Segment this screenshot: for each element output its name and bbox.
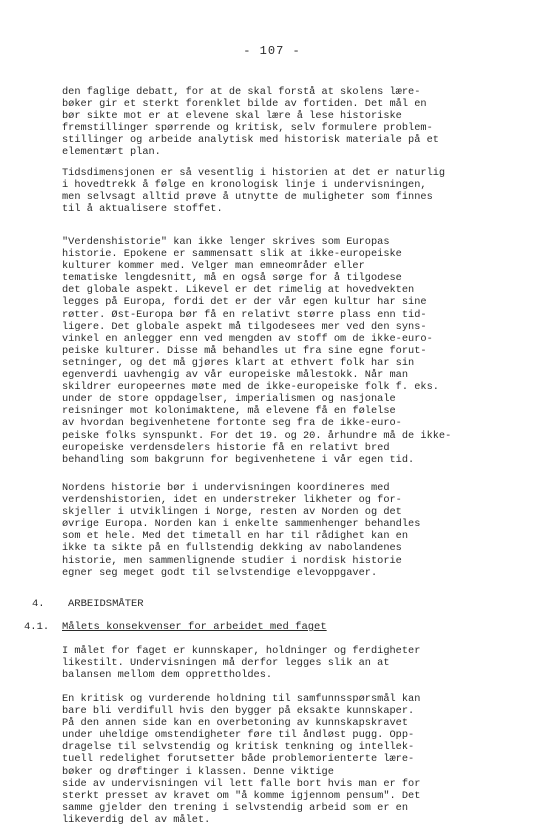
text-line: På den annen side kan en overbetoning av kunnskapskravet xyxy=(62,717,409,730)
text-line: sterkt presset av kravet om "å komme igjennom pensum". Det xyxy=(62,789,421,802)
text-line: Tidsdimensjonen er så vesentlig i historien at det er naturlig xyxy=(62,167,446,179)
text-line: Nordens historie bør i undervisningen koordineres med xyxy=(62,482,390,494)
subsection-number: 4.1. xyxy=(24,621,50,633)
paragraph-1 xyxy=(62,86,522,159)
text-line: egner seg meget godt til selvstendige elevoppgaver. xyxy=(62,566,378,579)
text-line: elementært plan. xyxy=(62,146,161,159)
text-line: kulturer kommer med. Velger man emneområder eller xyxy=(62,260,365,273)
text-line: bøker gir et sterkt forenklet bilde av fortiden. Det mål en xyxy=(62,98,427,111)
text-line: reisninger mot kolonimaktene, må elevene få en følelse xyxy=(62,405,396,418)
text-line: det globale aspekt. Likevel er det rimelig at hovedvekten xyxy=(62,284,415,297)
text-line: balansen mellom dem opprettholdes. xyxy=(62,669,273,682)
text-line: europeiske verdensdelers historie få en relativt bred xyxy=(62,441,390,454)
paragraph-2 xyxy=(62,167,522,215)
text-line: behandling som bakgrunn for begivenhetene i vår egen tid. xyxy=(62,453,415,466)
text-line: likeverdig del av målet. xyxy=(62,813,211,826)
text-line: skjeller i utviklingen i Norge, resten av Norden og det xyxy=(62,506,402,519)
page-number: - 107 - xyxy=(243,44,301,58)
text-line: tematiske lengdesnitt, må en også sørge for å tilgodese xyxy=(62,272,402,285)
text-line: bøker og drøftinger i klassen. Denne viktige xyxy=(62,765,334,778)
text-line: peiske folks synspunkt. For det 19. og 20. århundre må de ikke- xyxy=(62,429,452,442)
text-line: setninger, og det må gjøres klart at ethvert folk har sin xyxy=(62,356,415,369)
text-line: likestilt. Undervisningen må derfor legges slik an at xyxy=(62,657,390,670)
text-line: til å aktualisere stoffet. xyxy=(62,203,223,216)
text-line: bør sikte mot er at elevene skal lære å lese historiske xyxy=(62,110,402,123)
text-line: stillinger og arbeide analytisk med historisk materiale på et xyxy=(62,134,439,147)
text-line: fremstillinger spørrende og kritisk, selv formulere problem- xyxy=(62,122,433,135)
text-line: "Verdenshistorie" kan ikke lenger skrives som Europas xyxy=(62,236,390,248)
section-title: ARBEIDSMÅTER xyxy=(68,598,144,610)
text-line: dragelse til selvstendig og kritisk tenkning og intellek- xyxy=(62,741,415,754)
text-line: egenverdi uavhengig av vår europeiske målestokk. Når man xyxy=(62,369,409,382)
paragraph-4 xyxy=(62,482,522,579)
text-line: ligere. Det globale aspekt må tilgodesees mer ved den syns- xyxy=(62,320,427,333)
text-line: i hovedtrekk å følge en kronologisk linje i undervisningen, xyxy=(62,179,427,192)
text-line: peiske kulturer. Disse må behandles ut fra sine egne forut- xyxy=(62,344,427,357)
text-line: under de store oppdagelser, imperialismen og nasjonale xyxy=(62,393,396,406)
paragraph-5 xyxy=(62,645,522,681)
text-line: En kritisk og vurderende holdning til samfunnsspørsmål kan xyxy=(62,693,421,705)
subsection-title: Målets konsekvenser for arbeidet med faget xyxy=(62,621,327,633)
paragraph-3 xyxy=(62,236,522,466)
text-line: bare bli verdifull hvis den bygger på eksakte kunnskaper. xyxy=(62,705,415,718)
text-line: verdenshistorien, idet en understreker likheter og for- xyxy=(62,494,402,507)
text-line: historie, men sammenlignende studier i nordisk historie xyxy=(62,554,402,567)
text-line: den faglige debatt, for at de skal forstå at skolens lære- xyxy=(62,86,421,98)
text-line: røtter. Øst-Europa bør få en relativt større plass enn tid- xyxy=(62,308,427,321)
text-line: av hvordan begivenhetene fortonte seg fra de ikke-euro- xyxy=(62,417,402,430)
text-line: under uheldige omstendigheter føre til åndløst pugg. Opp- xyxy=(62,729,415,742)
text-line: historie. Epokene er sammensatt slik at ikke-europeiske xyxy=(62,248,402,261)
section-number: 4. xyxy=(32,598,45,610)
text-line: ikke ta sikte på en fullstendig dekking av nabolandenes xyxy=(62,542,402,555)
section-heading xyxy=(32,598,45,611)
text-line: skildrer europeernes møte med de ikke-europeiske folk f. eks. xyxy=(62,381,439,394)
text-line: vinkel en anlegger enn ved mengden av stoff om de ikke-euro- xyxy=(62,332,433,345)
text-line: I målet for faget er kunnskaper, holdninger og ferdigheter xyxy=(62,645,421,657)
text-line: men selvsagt alltid prøve å utnytte de muligheter som finnes xyxy=(62,191,433,204)
text-line: samme gjelder den trening i selvstendig arbeid som er en xyxy=(62,801,409,814)
text-line: som et hele. Med det timetall en har til rådighet kan en xyxy=(62,530,409,543)
text-line: legges på Europa, fordi det er der vår egen kultur har sine xyxy=(62,296,427,309)
paragraph-6 xyxy=(62,693,522,826)
text-line: side av undervisningen vil lett falle bort hvis man er for xyxy=(62,777,421,790)
text-line: tuell redelighet forutsetter både problemorienterte lære- xyxy=(62,753,415,766)
text-line: øvrige Europa. Norden kan i enkelte sammenhenger behandles xyxy=(62,518,421,531)
